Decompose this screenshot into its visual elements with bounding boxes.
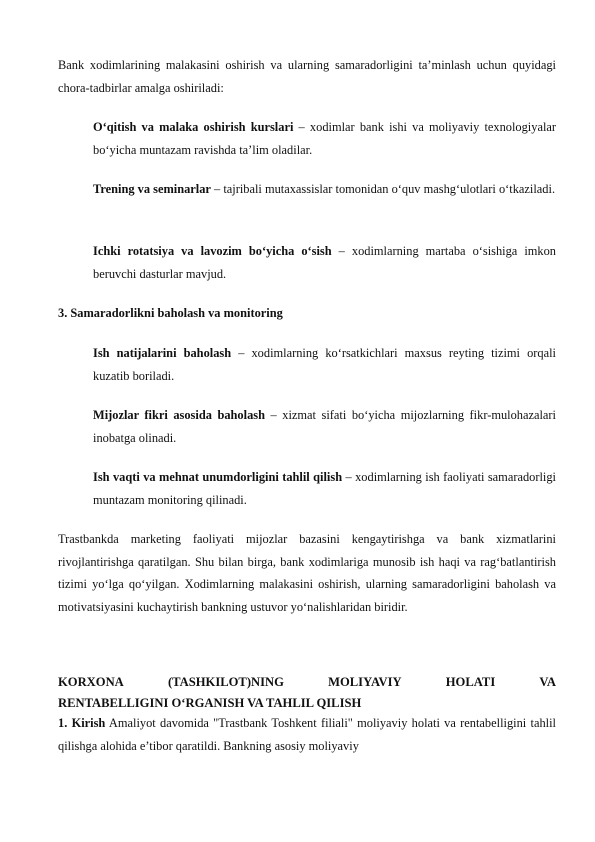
chapter-heading-line-2: RENTABELLIGINI O‘RGANISH VA TAHLIL QILISH (58, 696, 362, 710)
list-item (93, 116, 556, 161)
chapter-heading-word: MOLIYAVIY (328, 675, 402, 689)
intro-section-paragraph (58, 712, 556, 757)
list-item (93, 342, 556, 387)
list-item-text: – xodimlarning ish faoliyati samaradorligi muntazam monitoring qilinadi. (93, 470, 556, 507)
list-item-text: – xodimlarning martaba o‘sishiga imkon beruvchi dasturlar mavjud. (93, 244, 556, 281)
chapter-heading-word: VA (539, 675, 556, 689)
list-item-term: Ish vaqti va mehnat unumdorligini tahlil qilish (93, 470, 343, 484)
list-item-text: – xodimlar bank ishi va moliyaviy texnologiyalar bo‘yicha muntazam ravishda ta’lim oladilar. (93, 120, 557, 157)
kirish-text: Amaliyot davomida "Trastbank Toshkent filiali" moliyaviy holati va rentabelligini tahlil qilishga alohida e’tibor qaratildi. Bankning asosiy moliyaviy (58, 716, 556, 753)
chapter-heading-word: (TASHKILOT)NING (167, 675, 284, 689)
chapter-heading-word: KORXONA (58, 675, 124, 689)
section-heading-text: 3. Samaradorlikni baholash va monitoring (58, 306, 283, 320)
section-heading (58, 302, 556, 325)
conclusion-paragraph: Trastbankda marketing faoliyati mijozlar bazasini kengaytirishga va bank xizmatlarini rivojlantirishga qaratilgan. Shu bilan birga, bank xodimlariga munosib ish haqi va rag‘batlantirish tizimi yo‘lga qo‘yilgan. Xodimlarning malakasini oshirish, ularning samaradorligini baholash va motivatsiyasini kuchaytirish bankning ustuvor yo‘nalishlaridan biridir. (58, 532, 556, 614)
list-item-text: – xodimlarning ko‘rsatkichlari maxsus reyting tizimi orqali kuzatib boriladi. (93, 346, 556, 383)
list-item-term: Trening va seminarlar (93, 182, 211, 196)
list-item-term: Mijozlar fikri asosida baholash (93, 408, 265, 422)
list-item-text: – tajribali mutaxassislar tomonidan o‘quv mashg‘ulotlari o‘tkaziladi. (210, 182, 556, 196)
list-item-term: O‘qitish va malaka oshirish kurslari (93, 120, 294, 134)
chapter-heading-word: HOLATI (445, 675, 496, 689)
chapter-heading-line-1 (58, 672, 556, 692)
list-item (93, 178, 556, 201)
list-item-term: Ichki rotatsiya va lavozim bo‘yicha o‘sish (93, 244, 332, 258)
kirish-label: 1. Kirish (58, 716, 106, 730)
list-item (93, 240, 556, 285)
intro-paragraph: Bank xodimlarining malakasini oshirish va ularning samaradorligini ta’minlash uchun quyidagi chora-tadbirlar amalga oshiriladi: (58, 58, 556, 95)
list-item (93, 404, 556, 449)
list-item-text: – xizmat sifati bo‘yicha mijozlarning fikr-mulohazalari inobatga olinadi. (93, 408, 557, 445)
list-item (93, 466, 556, 511)
list-item-term: Ish natijalarini baholash (93, 346, 232, 360)
